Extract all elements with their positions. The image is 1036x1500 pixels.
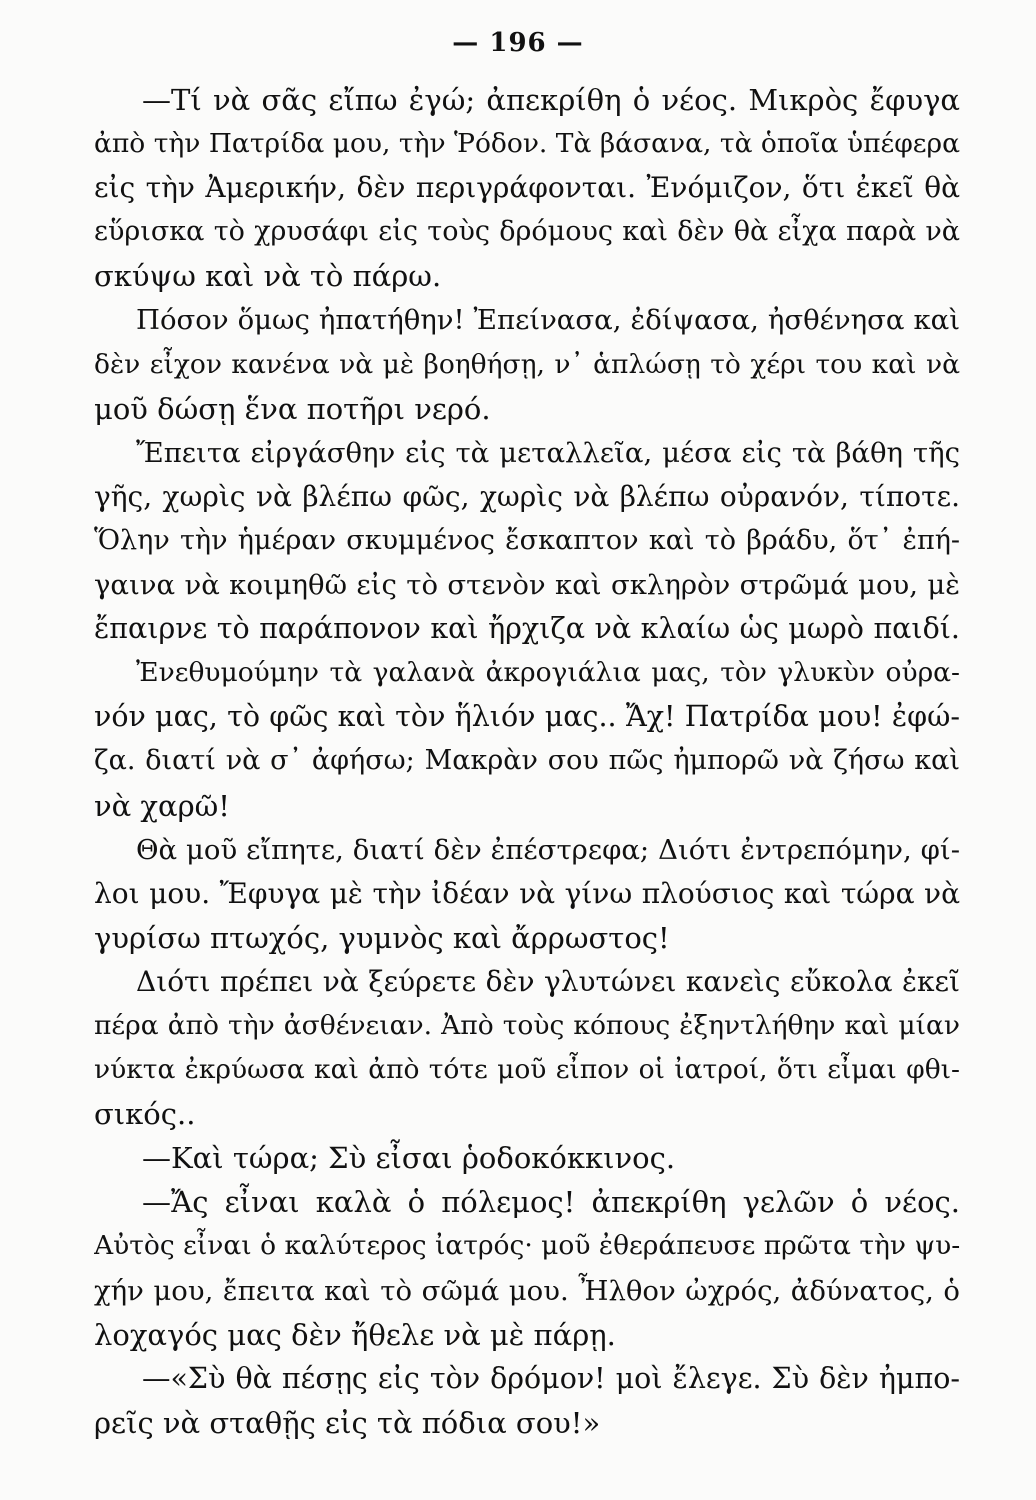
text-line: Αὐτὸς εἶναι ὁ καλύτερος ἰατρός· μοῦ ἐθεράπευσε πρῶτα τὴν ψυ- <box>94 1230 960 1262</box>
text-line: λοχαγός μας δὲν ἤθελε νὰ μὲ πάρῃ. <box>94 1317 616 1352</box>
text-line: Θὰ μοῦ εἴπητε, διατί δὲν ἐπέστρεφα; Διότι ἐντρεπόμην, φί- <box>136 833 960 866</box>
text-line: εὕρισκα τὸ χρυσάφι εἰς τοὺς δρόμους καὶ δὲν θὰ εἶχα παρὰ νὰ <box>94 216 960 248</box>
text-line: νὰ χαρῶ! <box>94 788 230 823</box>
text-line: Πόσον ὅμως ἠπατήθην! Ἐπείνασα, ἐδίψασα, ἠσθένησα καὶ <box>136 304 960 337</box>
text-line: ἔπαιρνε τὸ παράπονον καὶ ἤρχιζα νὰ κλαίω ὡς μωρὸ παιδί. <box>94 612 960 646</box>
text-line: —Καὶ τώρα; Σὺ εἶσαι ῥοδοκόκκινος. <box>142 1141 676 1176</box>
text-line: γῆς, χωρὶς νὰ βλέπω φῶς, χωρὶς νὰ βλέπω οὐρανόν, τίποτε. <box>94 479 960 513</box>
text-line: Ἐνεθυμούμην τὰ γαλανὰ ἀκρογιάλια μας, τὸν γλυκὺν οὐρα- <box>136 657 960 689</box>
text-line: Ἔπειτα εἰργάσθην εἰς τὰ μεταλλεῖα, μέσα εἰς τὰ βάθη τῆς <box>136 436 960 469</box>
text-line: ρεῖς νὰ σταθῇς εἰς τὰ πόδια σου!» <box>94 1405 601 1440</box>
text-line: σκύψω καὶ νὰ τὸ πάρω. <box>94 259 442 294</box>
text-line: νόν μας, τὸ φῶς καὶ τὸν ἥλιόν μας.. Ἄχ! Πατρίδα μου! ἐφώ- <box>94 700 960 734</box>
text-line: γυρίσω πτωχός, γυμνὸς καὶ ἄρρωστος! <box>94 920 670 955</box>
text-line: ζα. διατί νὰ σ᾽ ἀφήσω; Μακρὰν σου πῶς ἠμπορῶ νὰ ζήσω καὶ <box>94 745 960 777</box>
text-line: ἀπὸ τὴν Πατρίδα μου, τὴν Ῥόδον. Τὰ βάσανα, τὰ ὁποῖα ὑπέφερα <box>94 128 960 160</box>
text-line: εἰς τὴν Ἀμερικήν, δὲν περιγράφονται. Ἐνόμιζον, ὅτι ἐκεῖ θὰ <box>94 171 960 205</box>
text-line: μοῦ δώσῃ ἕνα ποτῆρι νερό. <box>94 391 491 426</box>
text-line: λοι μου. Ἔφυγα μὲ τὴν ἰδέαν νὰ γίνω πλούσιος καὶ τώρα νὰ <box>94 876 960 910</box>
text-line: Ὅλην τὴν ἡμέραν σκυμμένος ἔσκαπτον καὶ τὸ βράδυ, ὅτ᾽ ἐπή- <box>94 524 960 556</box>
text-line: δὲν εἶχον κανένα νὰ μὲ βοηθήσῃ, ν᾽ ἁπλώσῃ τὸ χέρι του καὶ νὰ <box>94 348 960 380</box>
body-text <box>94 78 960 1445</box>
text-line: νύκτα ἐκρύωσα καὶ ἀπὸ τότε μοῦ εἶπον οἱ ἰατροί, ὅτι εἶμαι φθι- <box>94 1054 960 1086</box>
text-line: —Ἄς εἶναι καλὰ ὁ πόλεμος! ἀπεκρίθη γελῶν ὁ νέος. <box>142 1185 960 1220</box>
text-line: —Τί νὰ σᾶς εἴπω ἐγώ; ἀπεκρίθη ὁ νέος. Μικρὸς ἔφυγα <box>142 83 960 117</box>
page-number: — 196 — <box>452 28 584 58</box>
text-line: πέρα ἀπὸ τὴν ἀσθένειαν. Ἀπὸ τοὺς κόπους ἐξηντλήθην καὶ μίαν <box>94 1009 960 1041</box>
text-line: χήν μου, ἔπειτα καὶ τὸ σῶμά μου. Ἦλθον ὠχρός, ἀδύνατος, ὁ <box>94 1274 960 1307</box>
text-line: γαινα νὰ κοιμηθῶ εἰς τὸ στενὸν καὶ σκληρὸν στρῶμά μου, μὲ <box>94 569 960 602</box>
text-line: σικός.. <box>94 1097 196 1132</box>
text-line: Διότι πρέπει νὰ ξεύρετε δὲν γλυτώνει κανεὶς εὔκολα ἐκεῖ <box>136 964 960 998</box>
text-line: —«Σὺ θὰ πέσῃς εἰς τὸν δρόμον! μοὶ ἔλεγε. Σὺ δὲν ἠμπο- <box>142 1361 960 1395</box>
